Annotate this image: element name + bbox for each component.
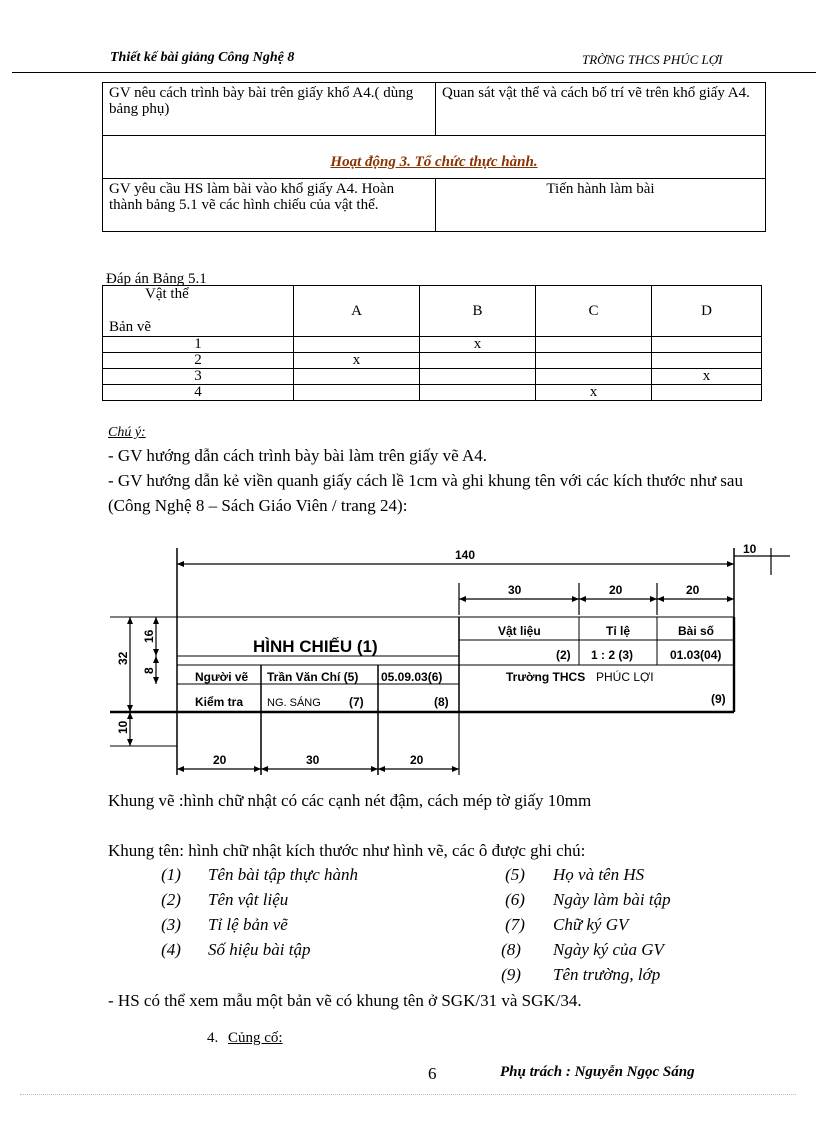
activity-cell-left: GV nêu cách trình bày bài trên giấy khổ A4.( dùng bảng phụ) [103,83,436,136]
answer-cell: x [420,337,536,353]
cell-7: (7) [349,695,364,709]
title-block-drawing [0,535,816,785]
section-4-number: 4. [207,1030,219,1046]
answer-header-row [103,286,762,337]
answer-row [103,337,762,353]
cell-bai-so-value: 01.03(04) [670,648,722,662]
answer-cell [652,353,762,369]
answer-row [103,385,762,401]
answer-row [103,353,762,369]
legend-text: Tên vật liệu [208,890,289,909]
activity-title: Hoạt động 3. Tổ chức thực hành. [103,136,766,179]
legend-number: (4) [161,940,181,959]
column-header: D [652,286,762,337]
answer-row [103,369,762,385]
cell-2: (2) [556,648,571,662]
legend-text: Ngày làm bài tập [553,890,671,909]
block-title: HÌNH CHIẾU (1) [253,637,378,656]
label-ti-le: Tỉ lệ [606,624,631,638]
khung-ten-text: Khung tên: hình chữ nhật kích thước như hình vẽ, các ô được ghi chú: [108,841,586,860]
answer-corner-cell [103,286,294,337]
answer-cell: x [294,353,420,369]
legend-number: (3) [161,915,181,934]
legend-number: (5) [505,865,525,884]
footer-dotted-rule [20,1094,796,1095]
legend-text: Tên trường, lớp [553,965,661,984]
section-4-label: Củng cố: [228,1030,283,1046]
activity-table [102,82,766,232]
closing-text: - HS có thể xem mẫu một bản vẽ có khung tên ở SGK/31 và SGK/34. [108,991,582,1010]
header-school: TRỜNG THCS PHÚC LỢI [582,52,723,67]
dim-bottom-30: 30 [306,753,320,767]
legend-number: (1) [161,865,181,884]
dim-10-left: 10 [116,720,130,734]
footer-author: Phụ trách : Nguyễn Ngọc Sáng [500,1064,695,1080]
note-line-2: - GV hướng dẫn kẻ viền quanh giấy cách lề 1cm và ghi khung tên với các kích thước như sau (Công Nghệ 8 – Sách Giáo Viên / trang 24): [108,471,743,515]
row-label: 2 [103,353,294,369]
answer-cell [536,353,652,369]
legend-number: (9) [501,965,521,984]
dim-20a: 20 [609,583,623,597]
label-bai-so: Bài số [678,624,715,638]
dim-8: 8 [142,667,156,674]
cell-kiem-tra-name: NG. SÁNG [267,697,321,709]
answer-cell [420,369,536,385]
answer-cell [652,337,762,353]
note-title: Chú ý: [108,425,146,440]
dim-140: 140 [455,548,476,562]
activity-row [103,179,766,232]
dim-10: 10 [743,542,757,556]
legend-text: Tên bài tập thực hành [208,865,358,884]
dim-16: 16 [142,629,156,643]
legend-list [0,862,816,992]
page-number: 6 [428,1064,437,1083]
dim-bottom-20: 20 [213,753,227,767]
label-kiem-tra: Kiểm tra [195,695,244,709]
cell-9: (9) [711,692,726,706]
section-4 [207,1030,283,1047]
label-truong: Trường THCS [506,670,586,684]
column-header: A [294,286,420,337]
legend-text: Họ và tên HS [553,865,645,884]
answer-cell [536,337,652,353]
answer-cell [294,337,420,353]
cell-scale: 1 : 2 (3) [591,648,634,662]
legend-number: (7) [505,915,525,934]
answer-cell [420,353,536,369]
row-label: 1 [103,337,294,353]
header-rule [12,72,816,73]
activity-row [103,83,766,136]
cell-8: (8) [434,695,449,709]
activity-cell-left: GV yêu cầu HS làm bài vào khổ giấy A4. Hoàn thành bảng 5.1 vẽ các hình chiếu của vật thể. [103,179,436,232]
cell-nguoi-ve-name: Trần Văn Chí (5) [267,670,359,684]
corner-top-label: Vật thể [145,286,189,302]
label-nguoi-ve: Người vẽ [195,670,249,684]
header-title: Thiết kế bài giảng Công Nghệ 8 [110,50,295,65]
khung-ve-text: Khung vẽ :hình chữ nhật có các cạnh nét đậm, cách mép tờ giấy 10mm [108,791,592,810]
corner-bottom-label: Bản vẽ [109,319,152,335]
answer-cell [536,369,652,385]
column-header: B [420,286,536,337]
legend-number: (2) [161,890,181,909]
legend-number: (6) [505,890,525,909]
dim-bottom-20b: 20 [410,753,424,767]
activity-title-row [103,136,766,179]
legend-text: Ngày ký của GV [553,940,664,959]
column-header: C [536,286,652,337]
dim-30: 30 [508,583,522,597]
legend-text: Chữ ký GV [553,915,629,934]
answer-cell [652,385,762,401]
answer-cell [294,369,420,385]
note-line-1: - GV hướng dẫn cách trình bày bài làm trên giấy vẽ A4. [108,446,488,465]
legend-number: (8) [501,940,521,959]
cell-truong-name: PHÚC LỢI [596,670,654,684]
label-vat-lieu: Vật liệu [498,624,541,638]
answer-table [102,285,762,401]
legend-text: Số hiệu bài tập [208,940,311,959]
activity-cell-right: Tiến hành làm bài [436,179,766,232]
activity-cell-right: Quan sát vật thể và cách bố trí vẽ trên khổ giấy A4. [436,83,766,136]
answer-cell: x [536,385,652,401]
row-label: 4 [103,385,294,401]
cell-date: 05.09.03(6) [381,670,443,684]
answer-cell [420,385,536,401]
row-label: 3 [103,369,294,385]
dim-20b: 20 [686,583,700,597]
dim-32: 32 [116,651,130,665]
answer-table-title: Đáp án Bảng 5.1 [106,271,207,287]
answer-cell [294,385,420,401]
answer-cell: x [652,369,762,385]
legend-text: Tỉ lệ bản vẽ [208,915,288,934]
